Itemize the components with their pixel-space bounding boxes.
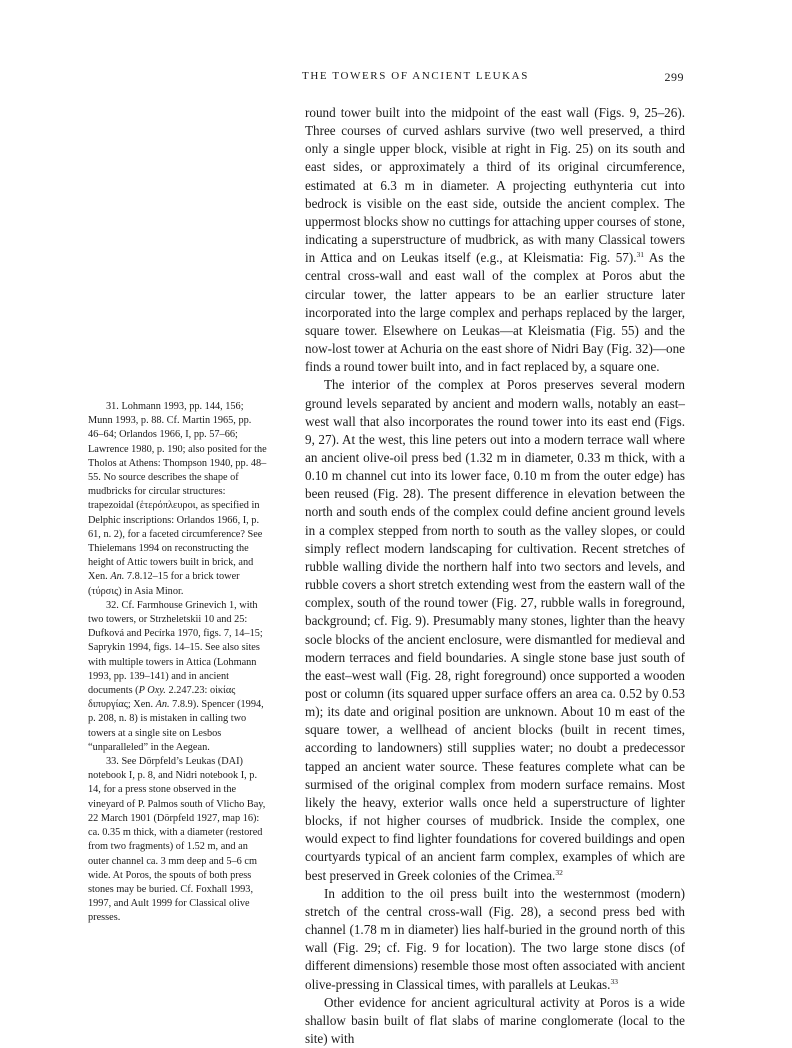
- note-text: 31. Lohmann 1993, pp. 144, 156; Munn 1993, p. 88. Cf. Martin 1965, pp. 46–64; Orlandos 1966, I, pp. 57–66; Lawrence 1980, p. 190; also posited for the Tholos at Athens: Thompson 1940, pp. 48–55. No source describes the shape of mudbricks for circular structures: trapezoidal (ἑτερόπλευροι, as specified in Delphic inscriptions: Orlandos 1966, I, p. 61, n. 2), for a faceted circumference? See Thielemans 1994 on reconstructing the height of Attic towers built in brick, and Xen.: [88, 401, 267, 583]
- body-paragraph: [305, 376, 685, 884]
- note-text: 32. Cf. Farmhouse Grinevich 1, with two towers, or Strzheletskii 10 and 25: Dufková and Pecírka 1970, figs. 7, 14–15; Saprykin 1994, figs. 14–15. See also sites with multiple towers in Attica (Lohmann 1993, pp. 139–141) and in ancient documents (: [88, 599, 263, 697]
- note-text: 33. See Dörpfeld’s Leukas (DAI) notebook I, p. 8, and Nidri notebook I, p. 14, for a press stone observed in the vineyard of P. Palmos south of Vlicho Bay, 22 March 1901 (Dörpfeld 1927, map 16): ca. 0.35 m thick, with a diameter (restored from two fragments) of 1.52 m, and an outer channel ca. 3 mm deep and 5–6 cm wide. At Poros, the spouts of both press stones may be buried. Cf. Foxhall 1993, 1997, and Ault 1999 for Classical olive presses.: [88, 756, 266, 924]
- paragraph-text: As the central cross-wall and east wall of the complex at Poros abut the circular tower, the latter appears to be an earlier structure later incorporated into the large complex and perhaps replaced by the larger, square tower. Elsewhere on Leukas—at Kleismatia (Fig. 55) and the now-lost tower at Achuria on the east shore of Nidri Bay (Fig. 32)—one finds a round tower built into, and in fact replaced by, a square one.: [305, 250, 685, 375]
- paragraph-text: round tower built into the midpoint of the east wall (Figs. 9, 25–26). Three courses of curved ashlars survive (two well preserved, a third only a single upper block, visible at right in Fig. 25) on its south and east sides, or approximately a third of its original circumference, estimated at 6.3 m in diameter. A projecting euthynteria cut into bedrock is visible on the east side, outside the ancient complex. The uppermost blocks show no cuttings for attaching upper courses of stone, indicating a superstructure of mudbrick, as with many Classical towers in Attica and on Leukas itself (e.g., at Kleismatia: Fig. 57).: [305, 105, 685, 266]
- paragraph-text: Other evidence for ancient agricultural activity at Poros is a wide shallow basin built of flat slabs of marine conglomerate (local to the site) with: [305, 994, 685, 1046]
- footnote-ref: 32: [555, 867, 563, 877]
- footnote-ref: 31: [636, 250, 644, 260]
- body-paragraph: [305, 104, 685, 376]
- footnote-31: [88, 400, 268, 599]
- body-paragraph: [305, 994, 685, 1048]
- paragraph-text: In addition to the oil press built into the westernmost (modern) stretch of the central cross-wall (Fig. 28), a second press bed with channel (1.78 m in diameter) lies half-buried in the ground north of this wall (Fig. 29; cf. Fig. 9 for location). The two large stone discs (of different dimensions) resemble those most often associated with ancient olive-pressing in Classical times, with parallels at Leukas.: [305, 885, 685, 992]
- note-text: 7.8.9). Spencer (1994, p. 208, n. 8) is mistaken in calling two towers at a single site on Lesbos “unparalleled” in the Aegean.: [88, 699, 264, 753]
- page-number: 299: [664, 70, 684, 84]
- footnote-32: [88, 599, 268, 755]
- main-text: [305, 104, 685, 1048]
- running-title: THE TOWERS OF ANCIENT LEUKAS: [302, 70, 529, 82]
- margin-notes: [88, 400, 268, 926]
- footnote-33: [88, 755, 268, 925]
- footnote-ref: 33: [610, 976, 618, 986]
- note-text: 7.8.12–15 for a brick tower (τύρσις) in Asia Minor.: [88, 571, 240, 597]
- note-text: 2.247.23: οἰκίας διπυργίας; Xen.: [88, 685, 236, 711]
- note-italic: An.: [110, 571, 125, 583]
- paragraph-text: The interior of the complex at Poros preserves several modern ground levels separated by ancient and modern walls, notably an east–west wall that also incorporates the round tower into its east end (Figs. 9, 27). At the west, this line peters out into a modern terrace wall where an ancient olive-oil press bed (1.32 m in diameter, 0.33 m thick, with a 0.10 m channel cut into its lower face, 0.10 m from the outer edge) has been reused (Fig. 28). The present difference in elevation between the north and south ends of the complex could define ancient ground levels in a complex stepped from north to south as the valley slopes, or could simply reflect modern landscaping for cultivation. Recent stretches of rubble walling divide the northern half into two sectors and levels, and rubble covers a short stretch extending west from the eastern wall of the complex, south of the round tower (Fig. 27, rubble walls in foreground, background; cf. Fig. 9). Presumably many stones, lighter than the heavy socle blocks of the ancient enclosure, were dismantled for medieval and modern terraces and field boundaries. A single stone base just south of the east–west wall (Fig. 28, right foreground) once supported a wooden post or column (its squared upper surface offers an area ca. 0.52 by 0.53 m); its date and original position are unknown. About 10 m east of the square tower, a wellhead of ancient blocks (built in recent times, according to landowners) still supplies water; no doubt a predecessor tapped an ancient water source. These features complete what can be surmised of the original complex from modern surface remains. Most likely the heavy, exterior walls once held a superstructure of lighter blocks, if not higher courses of mudbrick. Inside the complex, one would expect to find lighter foundations for covered buildings and open courtyards typical of an ancient farm complex, examples of which are best preserved in Greek colonies of the Crimea.: [305, 377, 685, 883]
- body-paragraph: [305, 885, 685, 994]
- note-italic: An.: [155, 699, 170, 711]
- note-italic: P Oxy.: [138, 685, 166, 697]
